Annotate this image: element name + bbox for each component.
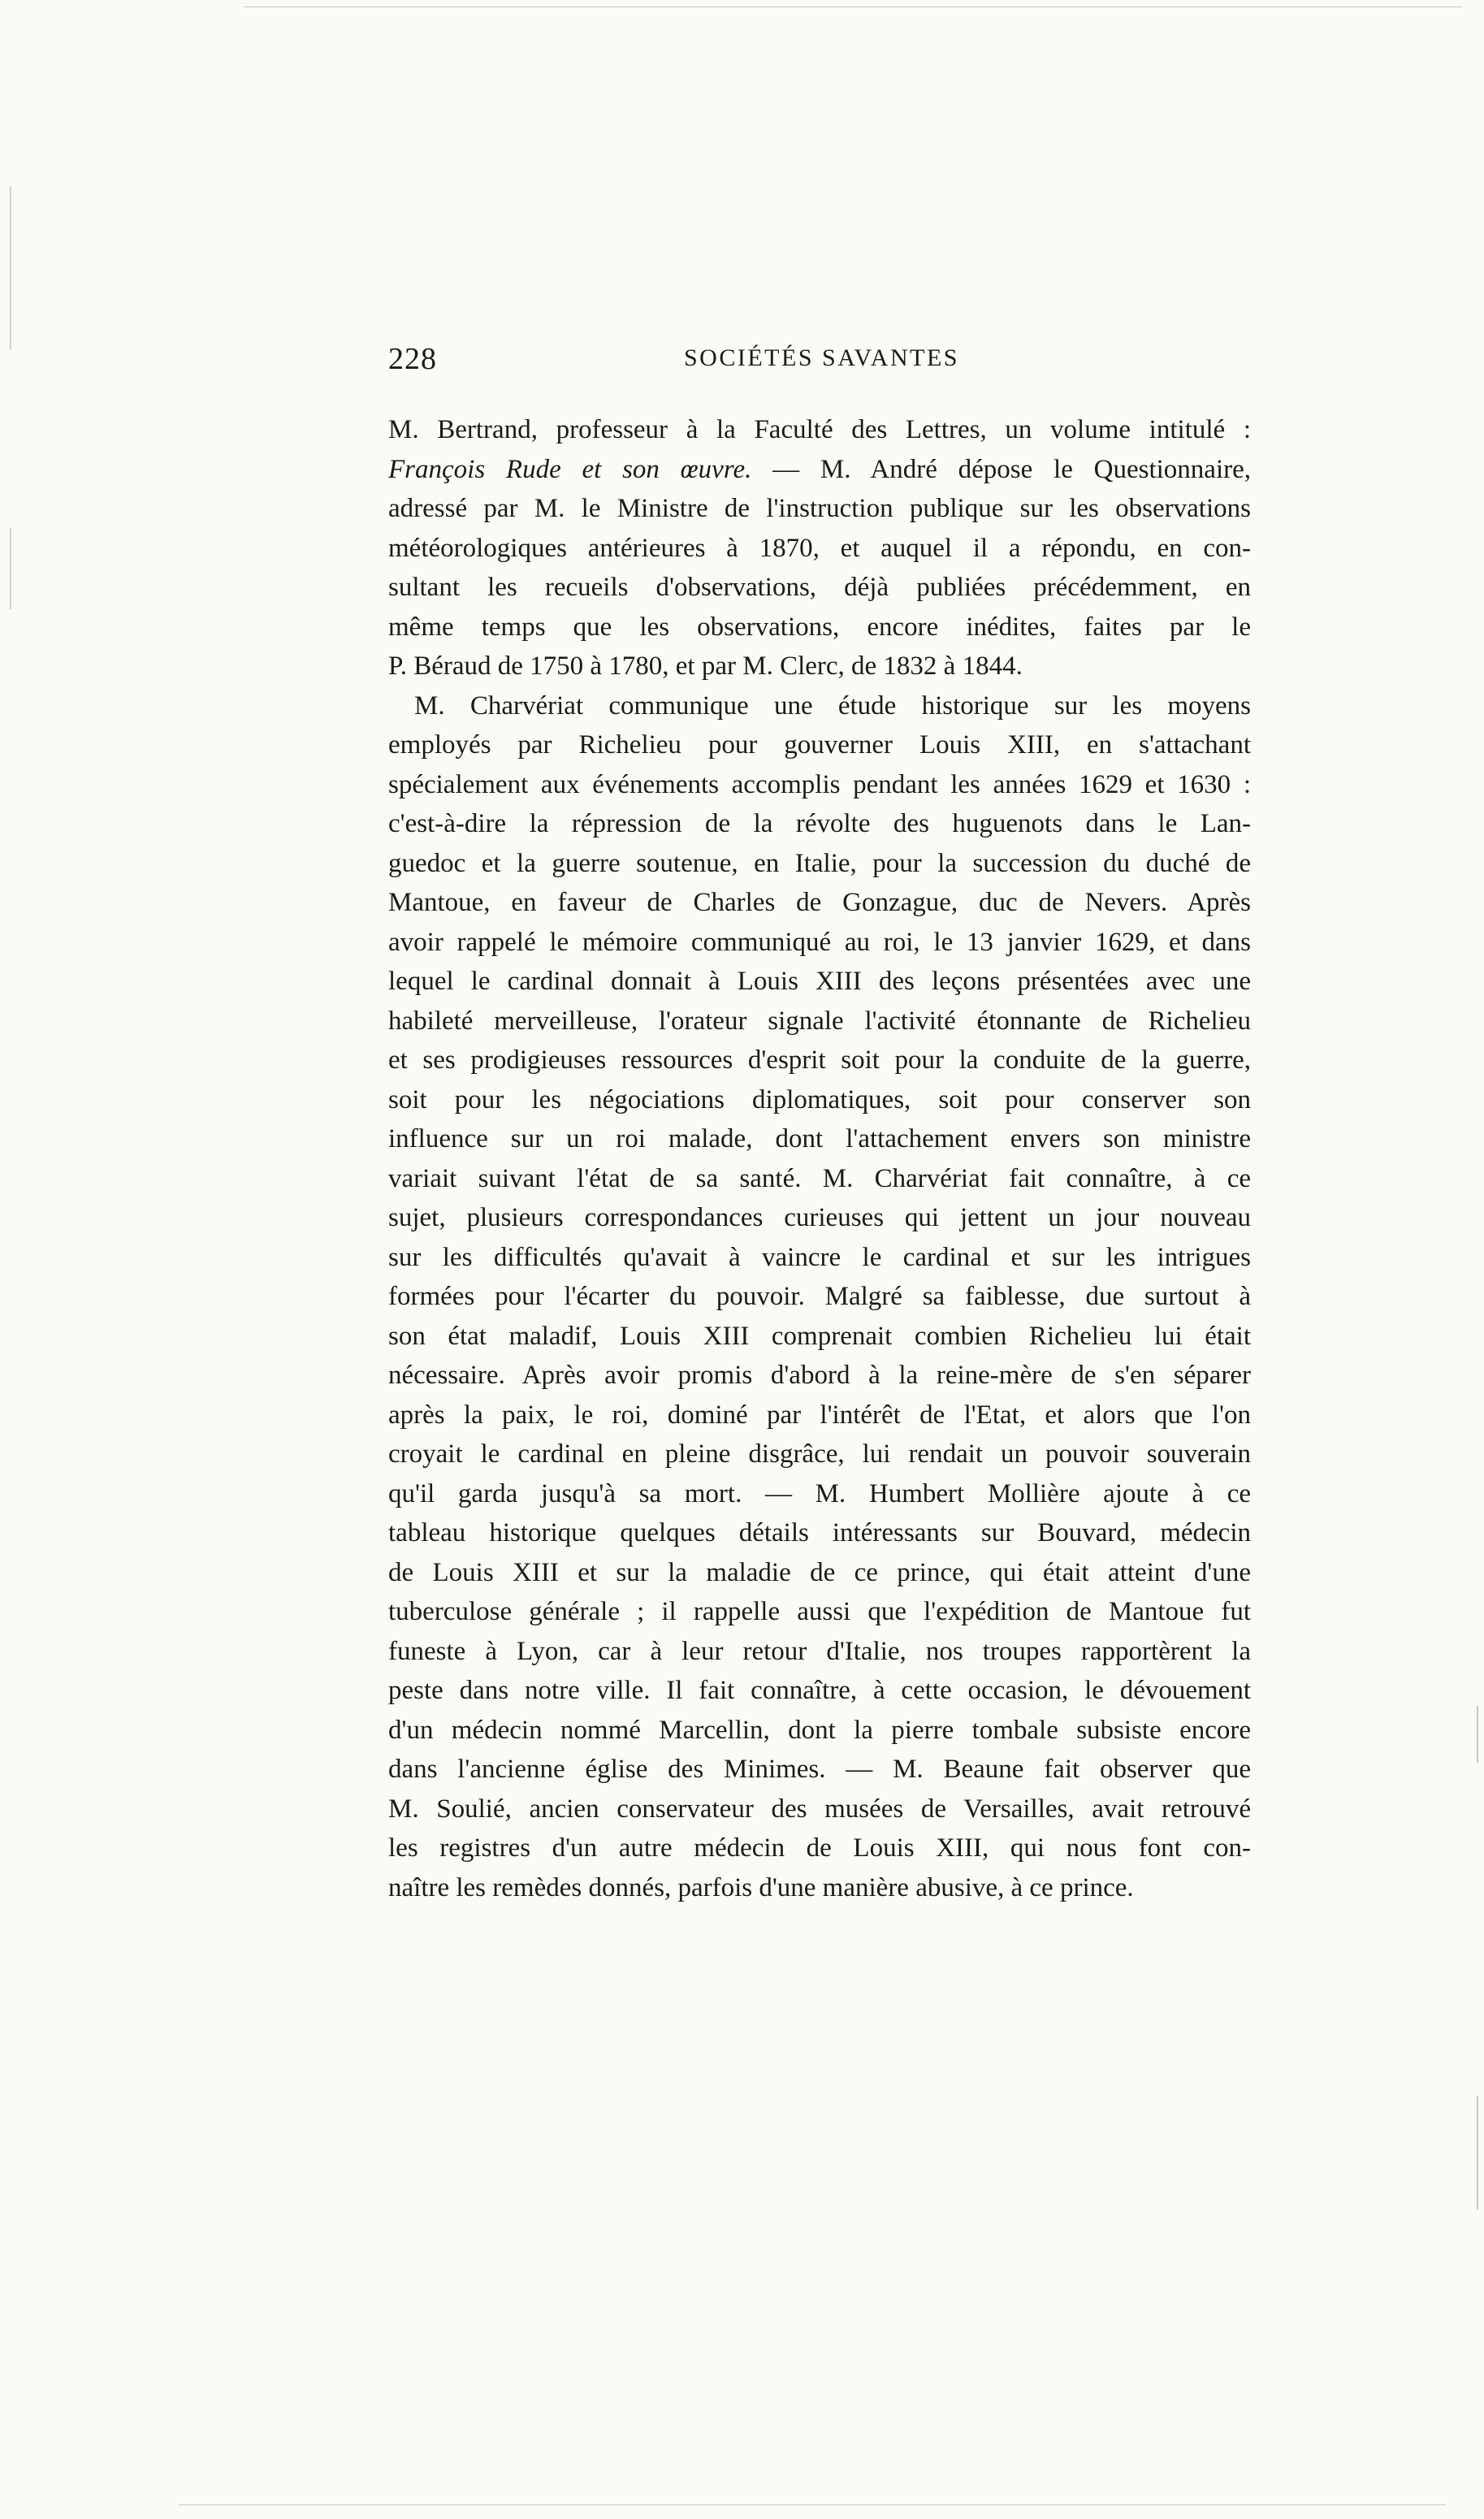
text-line: les registres d'un autre médecin de Louis XIII, qui nous font con-	[388, 1833, 1251, 1863]
text-line: M. Soulié, ancien conservateur des musées de Versailles, avait retrouvé	[388, 1794, 1251, 1824]
text-line: M. Bertrand, professeur à la Faculté des Lettres, un volume intitulé :	[388, 415, 1251, 444]
text-line: lequel le cardinal donnait à Louis XIII des leçons présentées avec une	[388, 967, 1251, 996]
running-head	[388, 341, 1251, 382]
text-line: et ses prodigieuses ressources d'esprit soit pour la conduite de la guerre,	[388, 1045, 1251, 1075]
running-title: SOCIÉTÉS SAVANTES	[684, 344, 959, 371]
scan-edge-right	[1477, 2096, 1478, 2210]
text-line: après la paix, le roi, dominé par l'intérêt de l'Etat, et alors que l'on	[388, 1400, 1251, 1430]
page-number: 228	[388, 342, 437, 376]
paragraph	[388, 410, 1251, 686]
text-line: influence sur un roi malade, dont l'attachement envers son ministre	[388, 1124, 1251, 1153]
text-line: funeste à Lyon, car à leur retour d'Italie, nos troupes rapportèrent la	[388, 1636, 1251, 1666]
italic-title: François Rude et son œuvre.	[388, 454, 752, 484]
text-line: M. Charvériat communique une étude historique sur les moyens	[414, 690, 1251, 721]
text-line: Mantoue, en faveur de Charles de Gonzague, duc de Nevers. Après	[388, 888, 1251, 917]
text-line: variait suivant l'état de sa santé. M. Charvériat fait connaître, à ce	[388, 1163, 1251, 1193]
scan-edge-bottom	[179, 2504, 1446, 2505]
text-line: tuberculose générale ; il rappelle aussi que l'expédition de Mantoue fut	[388, 1597, 1251, 1626]
text-line	[388, 450, 1251, 490]
text-line: sultant les recueils d'observations, déjà publiées précédemment, en	[388, 573, 1251, 602]
text-line: guedoc et la guerre soutenue, en Italie, pour la succession du duché de	[388, 848, 1251, 878]
text-line: d'un médecin nommé Marcellin, dont la pierre tombale subsiste encore	[388, 1715, 1251, 1745]
paragraph	[388, 686, 1251, 1908]
scan-edge-left	[10, 528, 11, 609]
body-text	[388, 410, 1251, 1907]
scan-edge-left	[10, 187, 11, 349]
text-line: tableau historique quelques détails intéressants sur Bouvard, médecin	[388, 1518, 1251, 1547]
text-line: de Louis XIII et sur la maladie de ce prince, qui était atteint d'une	[388, 1557, 1251, 1587]
text-line: habileté merveilleuse, l'orateur signale l'activité étonnante de Richelieu	[388, 1006, 1251, 1036]
text-line: son état maladif, Louis XIII comprenait combien Richelieu lui était	[388, 1321, 1251, 1351]
text-line: sur les difficultés qu'avait à vaincre le cardinal et sur les intrigues	[388, 1242, 1251, 1272]
text-line: sujet, plusieurs correspondances curieuses qui jettent un jour nouveau	[388, 1203, 1251, 1232]
text-line: dans l'ancienne église des Minimes. — M. Beaune fait observer que	[388, 1755, 1251, 1784]
text-line: nécessaire. Après avoir promis d'abord à la reine-mère de s'en séparer	[388, 1361, 1251, 1390]
text-line: peste dans notre ville. Il fait connaître, à cette occasion, le dévouement	[388, 1676, 1251, 1705]
text-line: croyait le cardinal en pleine disgrâce, lui rendait un pouvoir souverain	[388, 1439, 1251, 1469]
text-line: qu'il garda jusqu'à sa mort. — M. Humbert Mollière ajoute à ce	[388, 1478, 1251, 1508]
text-line: même temps que les observations, encore inédites, faites par le	[388, 612, 1251, 642]
text-line: météorologiques antérieures à 1870, et auquel il a répondu, en con-	[388, 533, 1251, 563]
text-line: spécialement aux événements accomplis pendant les années 1629 et 1630 :	[388, 769, 1251, 799]
text-line: soit pour les négociations diplomatiques, soit pour conserver son	[388, 1084, 1251, 1115]
text-line: adressé par M. le Ministre de l'instruction publique sur les observations	[388, 494, 1251, 523]
text-line: P. Béraud de 1750 à 1780, et par M. Clerc, de 1832 à 1844.	[388, 651, 1023, 681]
text-line: naître les remèdes donnés, parfois d'une manière abusive, à ce prince.	[388, 1872, 1134, 1902]
scan-edge-top	[244, 6, 1462, 7]
scan-edge-right	[1477, 1706, 1478, 1763]
text-line: c'est-à-dire la répression de la révolte des huguenots dans le Lan-	[388, 809, 1251, 838]
text-line: avoir rappelé le mémoire communiqué au roi, le 13 janvier 1629, et dans	[388, 927, 1251, 957]
text-line: formées pour l'écarter du pouvoir. Malgré sa faiblesse, due surtout à	[388, 1282, 1251, 1311]
text-line: employés par Richelieu pour gouverner Louis XIII, en s'attachant	[388, 730, 1251, 760]
text-run: — M. André dépose le Questionnaire,	[751, 454, 1251, 484]
